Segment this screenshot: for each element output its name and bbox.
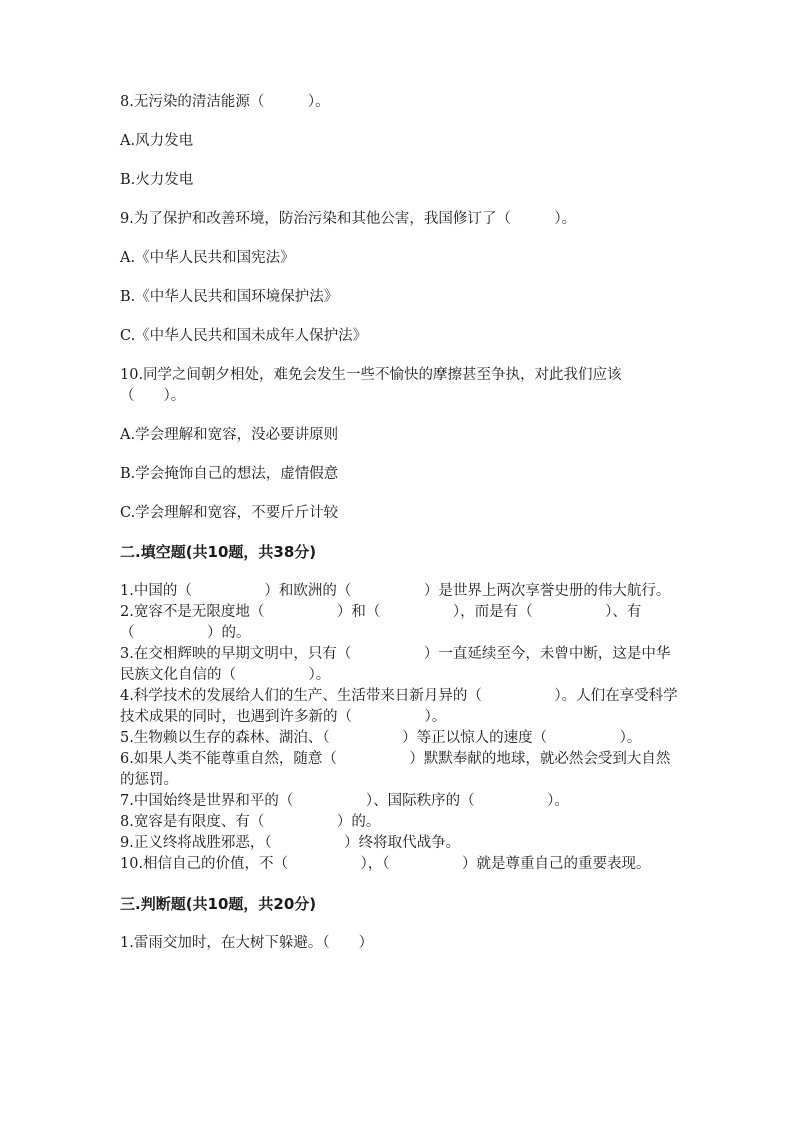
section-title-fill-in: 二.填空题(共10题，共38分) <box>120 543 317 561</box>
tf-item-1: 1.雷雨交加时，在大树下躲避。（ ） <box>120 935 374 951</box>
fill-item-4: 4.科学技术的发展给人们的生产、生活带来日新月异的（ ）。人们在享受科学技术成果的同时，也遇到许多新的（ ）。 <box>120 688 678 725</box>
exam-page <box>120 92 680 954</box>
fill-item-8: 8.宽容是有限度、有（ ）的。 <box>120 814 381 830</box>
mcq-question-9 <box>120 209 680 347</box>
fill-in-list <box>120 581 680 875</box>
fill-item-10: 10.相信自己的价值，不（ ），（ ）就是尊重自己的重要表现。 <box>120 856 651 872</box>
fill-item-6: 6.如果人类不能尊重自然，随意（ ）默默奉献的地球，就必然会受到大自然的惩罚。 <box>120 751 671 788</box>
fill-item-1: 1.中国的（ ）和欧洲的（ ）是世界上两次享誉史册的伟大航行。 <box>120 583 671 599</box>
question-stem: 9.为了保护和改善环境，防治污染和其他公害，我国修订了（ ）。 <box>120 211 577 227</box>
fill-item-9: 9.正义终将战胜邪恶，（ ）终将取代战争。 <box>120 835 461 851</box>
question-stem: 8.无污染的清洁能源（ ）。 <box>120 94 330 110</box>
question-stem: 10.同学之间朝夕相处，难免会发生一些不愉快的摩擦甚至争执，对此我们应该（ ）。 <box>120 367 622 404</box>
section-title-true-false: 三.判断题(共10题，共20分) <box>120 895 317 913</box>
fill-item-3: 3.在交相辉映的早期文明中，只有（ ）一直延续至今，未曾中断，这是中华民族文化自信的（ ）。 <box>120 646 671 683</box>
option-b: B.《中华人民共和国环境保护法》 <box>120 289 339 305</box>
option-c: C.学会理解和宽容，不要斤斤计较 <box>120 505 339 521</box>
mcq-question-8 <box>120 92 680 191</box>
option-c: C.《中华人民共和国未成年人保护法》 <box>120 328 368 344</box>
option-b: B.学会掩饰自己的想法，虚情假意 <box>120 466 339 482</box>
option-a: A.学会理解和宽容，没必要讲原则 <box>120 427 339 443</box>
option-a: A.风力发电 <box>120 133 194 149</box>
mcq-question-10 <box>120 365 680 524</box>
fill-item-5: 5.生物赖以生存的森林、湖泊、（ ）等正以惊人的速度（ ）。 <box>120 730 642 746</box>
option-b: B.火力发电 <box>120 172 194 188</box>
fill-item-2: 2.宽容不是无限度地（ ）和（ ），而是有（ ）、有（ ）的。 <box>120 604 642 641</box>
option-a: A.《中华人民共和国宪法》 <box>120 250 295 266</box>
fill-item-7: 7.中国始终是世界和平的（ ）、国际秩序的（ ）。 <box>120 793 569 809</box>
